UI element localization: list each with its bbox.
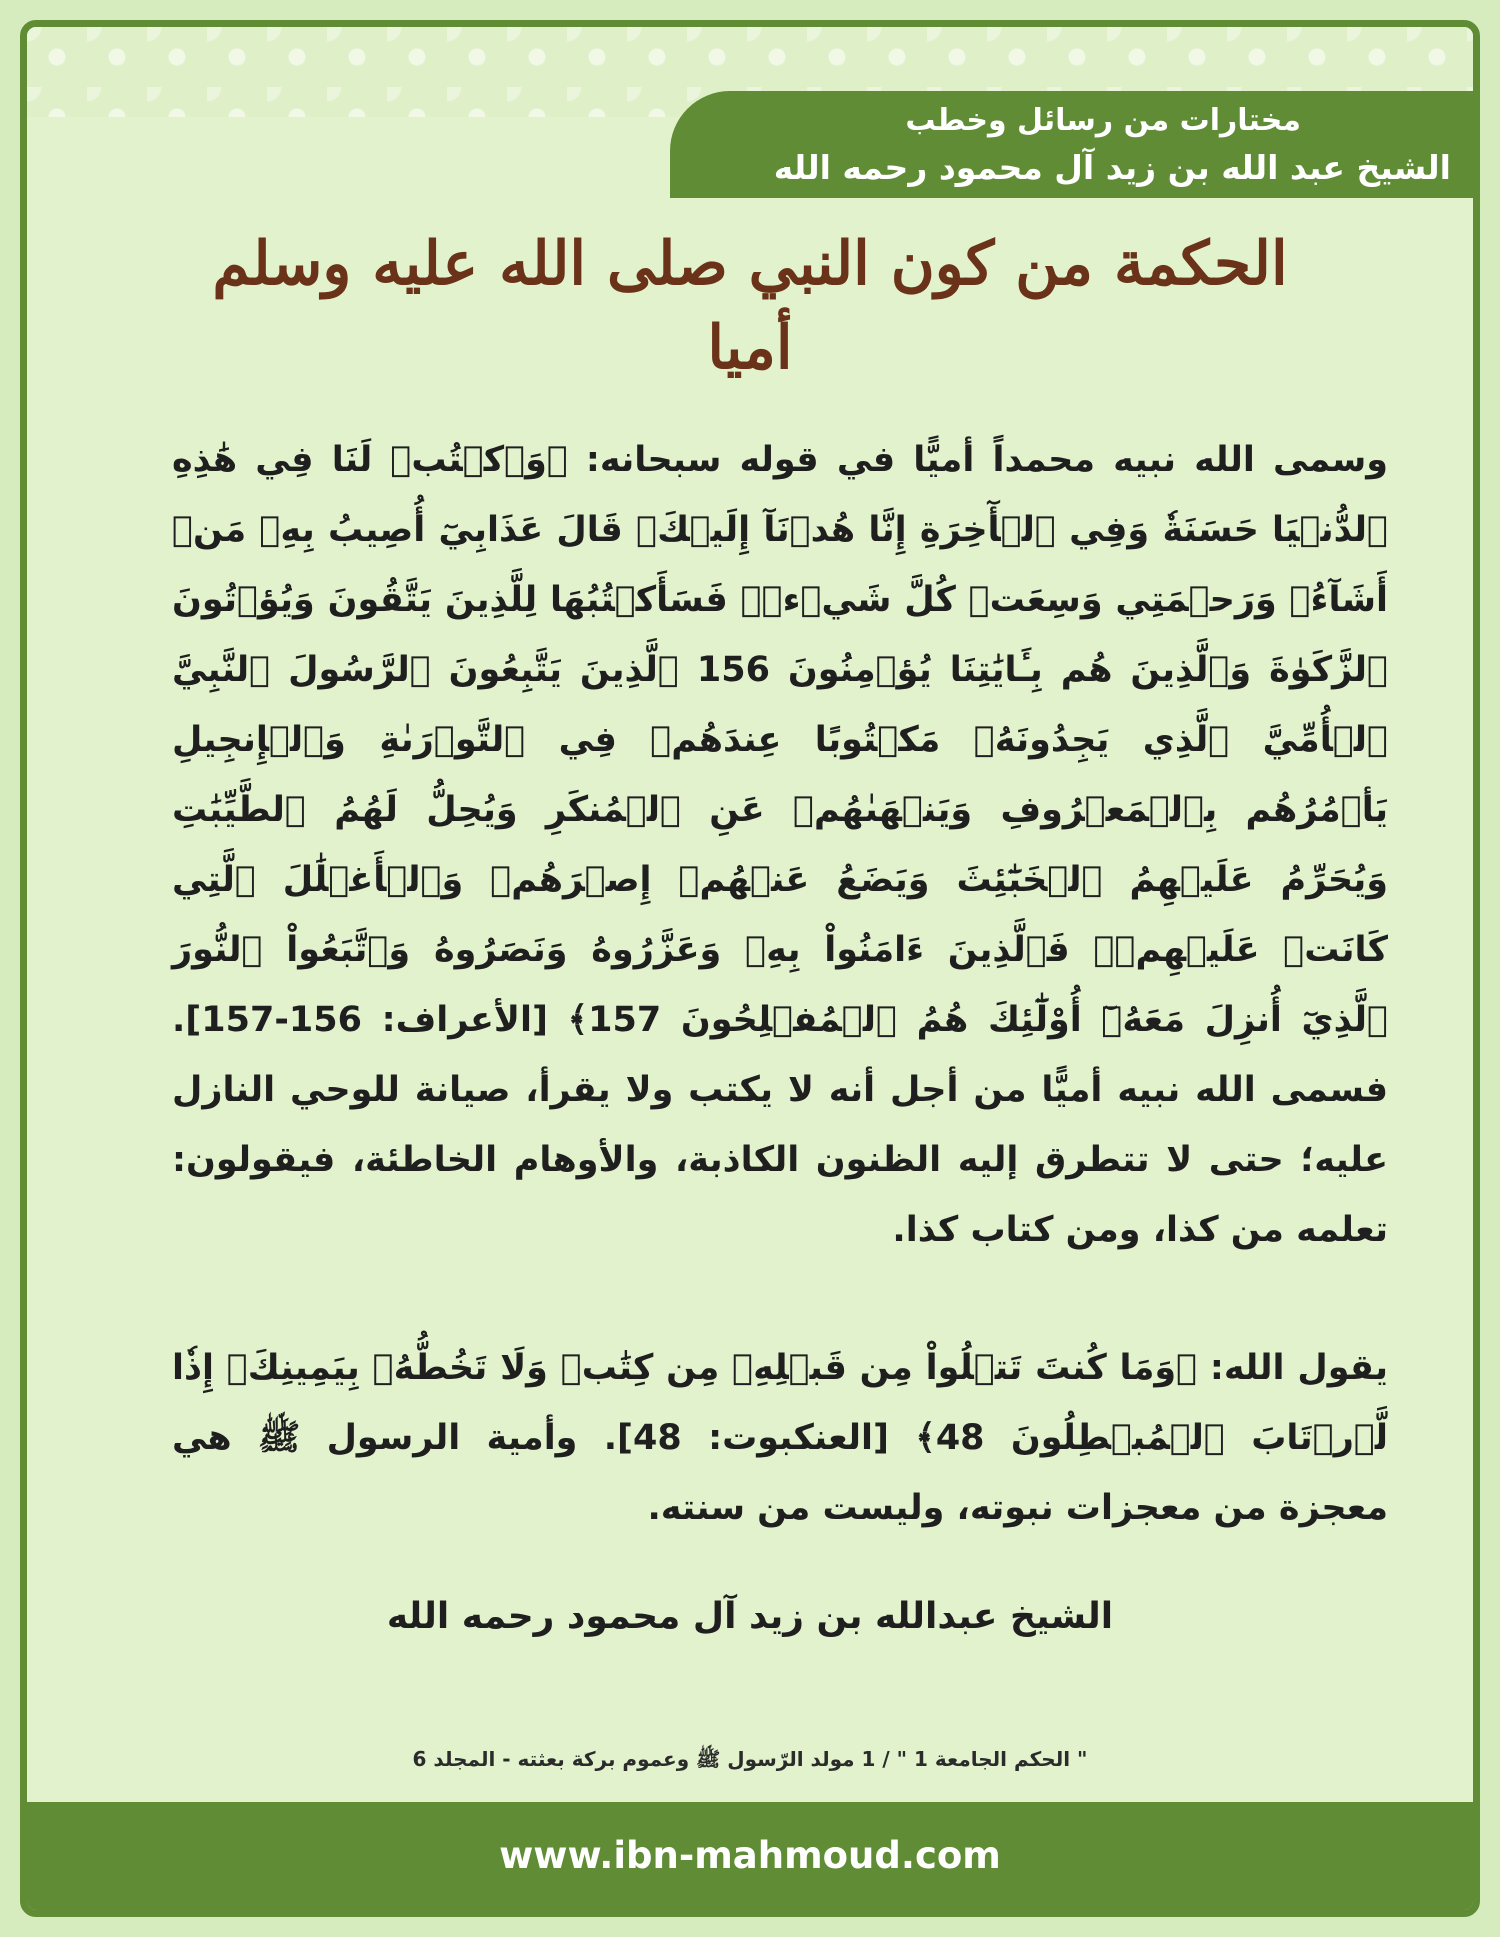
article-title	[117, 222, 1383, 390]
author-signature: الشيخ عبدالله بن زيد آل محمود رحمه الله	[386, 1596, 1114, 1637]
series-author: الشيخ عبد الله بن زيد آل محمود رحمه الله	[773, 148, 1451, 187]
website-link[interactable]: www.ibn-mahmoud.com	[499, 1834, 1001, 1877]
article-body	[172, 425, 1388, 1543]
article-title-line2: أميا	[707, 313, 793, 383]
series-title: مختارات من رسائل وخطب	[905, 103, 1301, 138]
series-header	[670, 91, 1473, 198]
body-paragraph: يقول الله: ﴿وَمَا كُنتَ تَتۡلُواْ مِن قَبۡلِهِۦ مِن كِتَٰبٖ وَلَا تَخُطُّهُۥ بِيَمِينِكَۖ إِذٗا لَّٱرۡتَابَ ٱلۡمُبۡطِلُونَ 48﴾ [العنكبوت: 48]. وأمية الرسول ﷺ هي معجزة من معجزات نبوته، وليست من سنته.	[172, 1348, 1388, 1528]
article-title-line1: الحكمة من كون النبي صلى الله عليه وسلم	[212, 229, 1288, 299]
source-reference: " الحكم الجامعة 1 " / 1 مولد الرّسول ﷺ وعموم بركة بعثته - المجلد 6	[412, 1747, 1088, 1771]
body-paragraph: وسمى الله نبيه محمداً أميًّا في قوله سبحانه: ﴿وَٱكۡتُبۡ لَنَا فِي هَٰذِهِ ٱلدُّنۡيَا حَسَنَةٗ وَفِي ٱلۡأٓخِرَةِ إِنَّا هُدۡنَآ إِلَيۡكَۚ قَالَ عَذَابِيٓ أُصِيبُ بِهِۦ مَنۡ أَشَآءُۖ وَرَحۡمَتِي وَسِعَتۡ كُلَّ شَيۡءٖۚ فَسَأَكۡتُبُهَا لِلَّذِينَ يَتَّقُونَ وَيُؤۡتُونَ ٱلزَّكَوٰةَ وَٱلَّذِينَ هُم بِـَٔايَٰتِنَا يُؤۡمِنُونَ 156 ٱلَّذِينَ يَتَّبِعُونَ ٱلرَّسُولَ ٱلنَّبِيَّ ٱلۡأُمِّيَّ ٱلَّذِي يَجِدُونَهُۥ مَكۡتُوبًا عِندَهُمۡ فِي ٱلتَّوۡرَىٰةِ وَٱلۡإِنجِيلِ يَأۡمُرُهُم بِٱلۡمَعۡرُوفِ وَيَنۡهَىٰهُمۡ عَنِ ٱلۡمُنكَرِ وَيُحِلُّ لَهُمُ ٱلطَّيِّبَٰتِ وَيُحَرِّمُ عَلَيۡهِمُ ٱلۡخَبَٰٓئِثَ وَيَضَعُ عَنۡهُمۡ إِصۡرَهُمۡ وَٱلۡأَغۡلَٰلَ ٱلَّتِي كَانَتۡ عَلَيۡهِمۡۚ فَٱلَّذِينَ ءَامَنُواْ بِهِۦ وَعَزَّرُوهُ وَنَصَرُوهُ وَٱتَّبَعُواْ ٱلنُّورَ ٱلَّذِيٓ أُنزِلَ مَعَهُۥٓ أُوْلَٰٓئِكَ هُمُ ٱلۡمُفۡلِحُونَ 157﴾ [الأعراف: 156-157]. فسمى الله نبيه أميًّا من أجل أنه لا يكتب ولا يقرأ، صيانة للوحي النازل عليه؛ حتى لا تتطرق إليه الظنون الكاذبة، والأوهام الخاطئة، فيقولون: تعلمه من كذا، ومن كتاب كذا.	[172, 440, 1389, 1250]
page-frame	[20, 20, 1480, 1917]
footer-bar	[27, 1802, 1473, 1910]
